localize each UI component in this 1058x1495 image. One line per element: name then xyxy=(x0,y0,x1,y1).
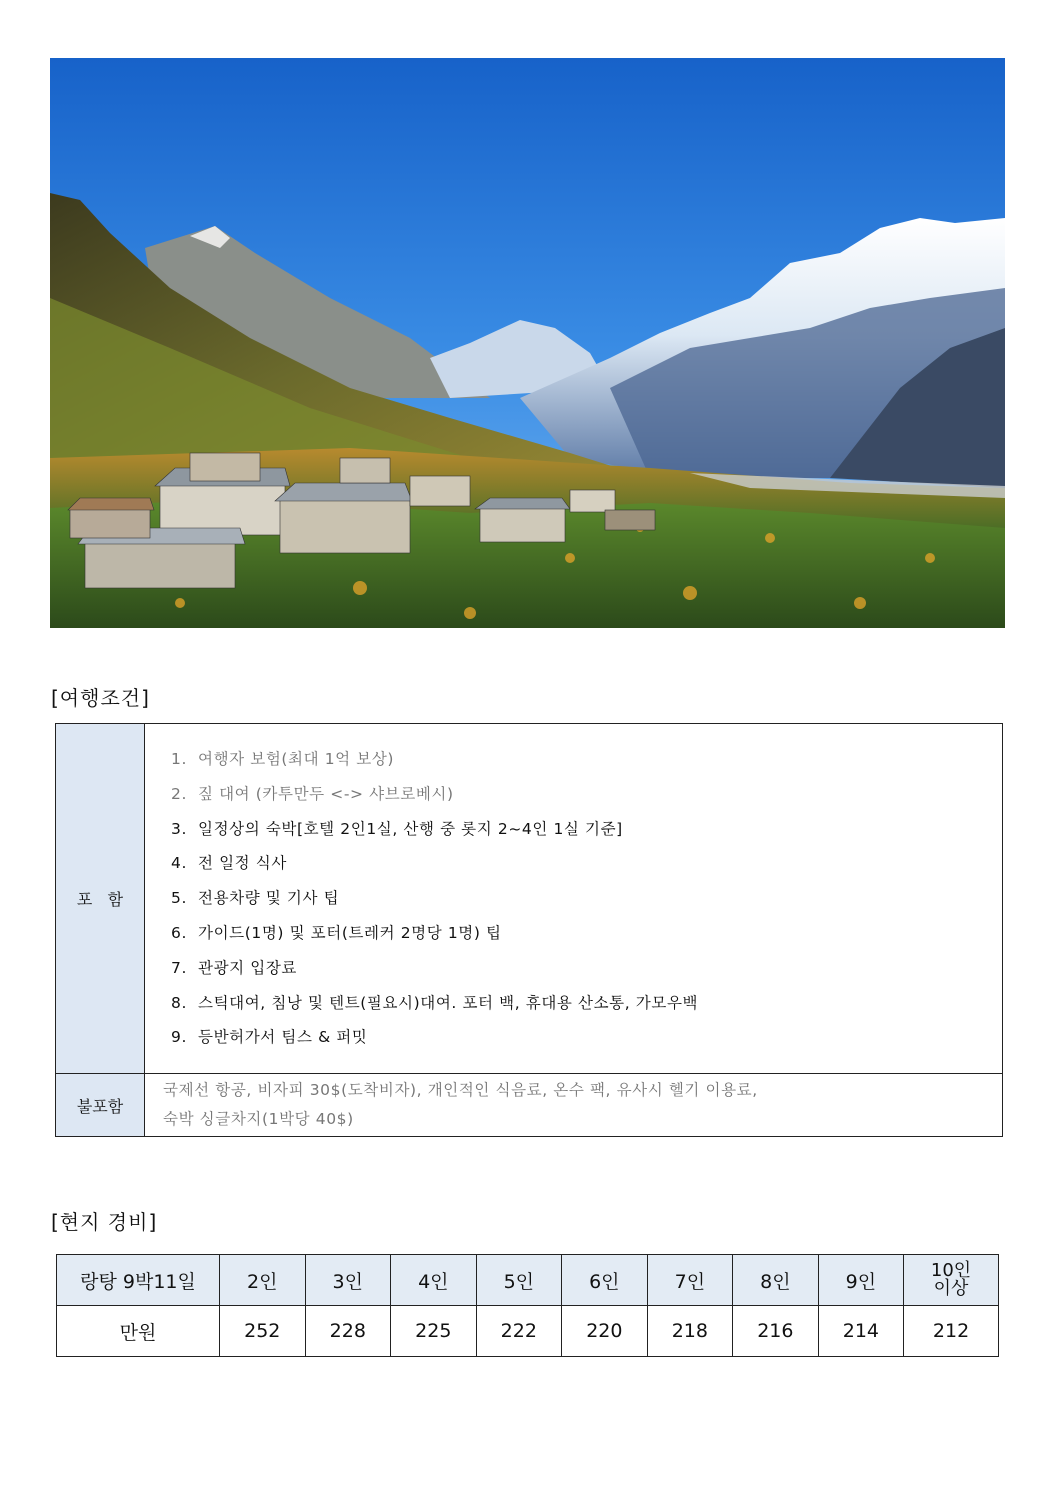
fee-column-header: 9인 xyxy=(818,1255,904,1306)
included-item-text: 전용차량 및 기사 팁 xyxy=(198,889,340,908)
fee-column-header-line2: 이상 xyxy=(933,1278,969,1299)
included-item-text: 전 일정 식사 xyxy=(198,854,287,873)
excluded-label: 불포함 xyxy=(56,1074,145,1137)
included-items-list xyxy=(145,724,1002,1073)
included-item-number: 5. xyxy=(171,889,187,908)
fee-column-header: 2인 xyxy=(220,1255,306,1306)
included-item-text: 등반허가서 팀스 & 퍼밋 xyxy=(198,1028,368,1047)
fee-column-header: 7인 xyxy=(647,1255,733,1306)
fee-value: 218 xyxy=(647,1306,733,1357)
fee-value-row xyxy=(57,1306,999,1357)
fee-column-header-line1: 10인 xyxy=(930,1260,972,1281)
fee-column-header: 8인 xyxy=(733,1255,819,1306)
included-item xyxy=(171,1020,1002,1055)
fee-column-header: 6인 xyxy=(562,1255,648,1306)
included-row xyxy=(56,724,1003,1074)
fee-row-label: 만원 xyxy=(57,1306,220,1357)
local-cost-table xyxy=(56,1254,999,1357)
fee-value: 214 xyxy=(818,1306,904,1357)
fee-value: 212 xyxy=(904,1306,999,1357)
fee-value: 220 xyxy=(562,1306,648,1357)
included-item-number: 7. xyxy=(171,958,187,977)
fee-column-header-last xyxy=(904,1255,999,1306)
fee-column-header: 4인 xyxy=(391,1255,477,1306)
included-item xyxy=(171,812,1002,847)
landscape-photo xyxy=(50,58,1005,628)
included-items-cell xyxy=(145,724,1003,1074)
included-item-number: 9. xyxy=(171,1028,187,1047)
included-item-number: 1. xyxy=(171,750,187,768)
excluded-line: 숙박 싱글차지(1박당 40$) xyxy=(163,1110,354,1129)
included-item xyxy=(171,986,1002,1021)
fee-column-header: 5인 xyxy=(476,1255,562,1306)
included-item xyxy=(171,742,1002,777)
included-item-number: 2. xyxy=(171,784,187,803)
included-item xyxy=(171,777,1002,812)
conditions-heading: [여행조건] xyxy=(51,686,150,710)
included-item-text: 여행자 보험(최대 1억 보상) xyxy=(198,750,395,768)
excluded-row xyxy=(56,1074,1003,1137)
included-item-number: 3. xyxy=(171,819,187,838)
conditions-table xyxy=(55,723,1003,1137)
local-cost-heading: [현지 경비] xyxy=(51,1210,158,1234)
included-item-text: 일정상의 숙박[호텔 2인1실, 산행 중 롯지 2~4인 1실 기준] xyxy=(198,819,623,838)
fee-value: 225 xyxy=(391,1306,477,1357)
fee-header-label: 랑탕 9박11일 xyxy=(57,1255,220,1306)
excluded-items-cell xyxy=(145,1074,1003,1137)
included-item xyxy=(171,916,1002,951)
included-item-number: 4. xyxy=(171,854,187,873)
mountain-village-illustration xyxy=(50,58,1005,628)
included-item xyxy=(171,951,1002,986)
fee-value: 216 xyxy=(733,1306,819,1357)
included-item xyxy=(171,881,1002,916)
fee-value: 252 xyxy=(220,1306,306,1357)
fee-header-row xyxy=(57,1255,999,1306)
included-item xyxy=(171,846,1002,881)
excluded-line: 국제선 항공, 비자피 30$(도착비자), 개인적인 식음료, 온수 팩, 유사시 헬기 이용료, xyxy=(163,1081,758,1100)
included-item-number: 8. xyxy=(171,993,187,1012)
fee-value: 222 xyxy=(476,1306,562,1357)
included-item-text: 짚 대여 (카투만두 <-> 샤브로베시) xyxy=(198,784,454,803)
fee-column-header: 3인 xyxy=(305,1255,391,1306)
included-item-text: 스틱대여, 침낭 및 텐트(필요시)대여. 포터 백, 휴대용 산소통, 가모우백 xyxy=(198,993,699,1012)
fee-value: 228 xyxy=(305,1306,391,1357)
included-label: 포 함 xyxy=(56,724,145,1074)
included-item-number: 6. xyxy=(171,923,187,942)
included-item-text: 관광지 입장료 xyxy=(198,958,297,977)
included-item-text: 가이드(1명) 및 포터(트레커 2명당 1명) 팁 xyxy=(198,923,502,942)
